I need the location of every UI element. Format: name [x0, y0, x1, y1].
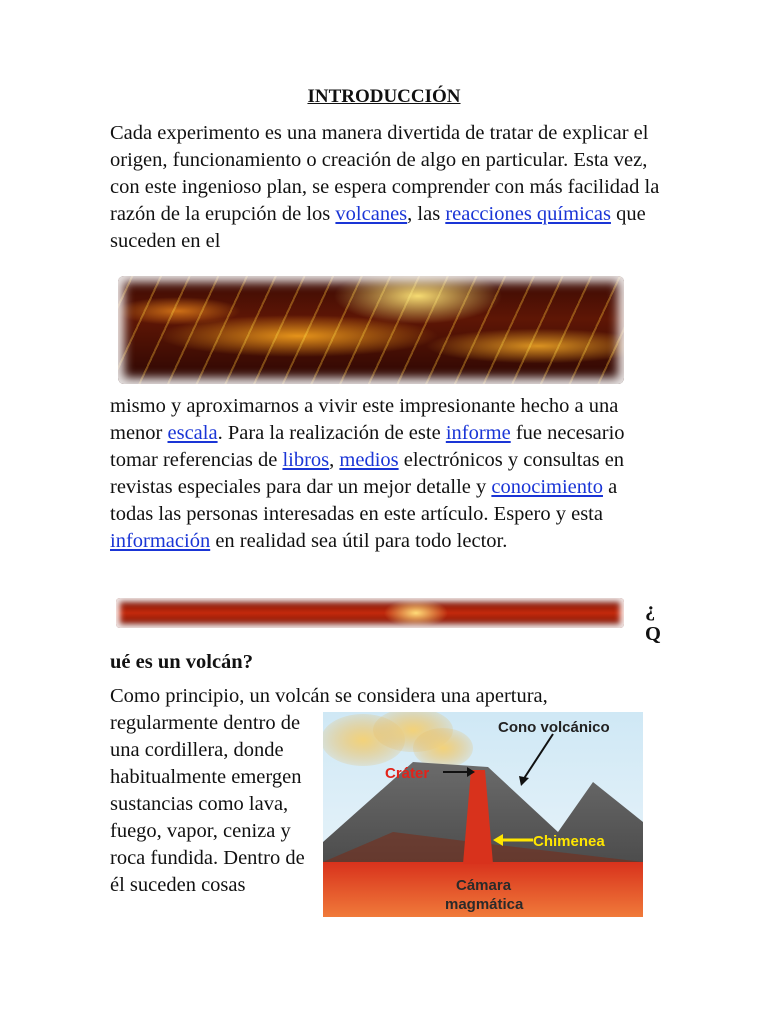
- link-informacion[interactable]: información: [110, 530, 211, 552]
- crater-label: Cráter: [385, 765, 430, 782]
- text-span: . Para la realización de este: [217, 422, 446, 444]
- text-span: mismo y aproximarnos a vivir este impresionante hecho a una menor: [110, 395, 619, 444]
- link-volcanes[interactable]: volcanes: [335, 203, 408, 225]
- text-span: a todas las personas interesadas en este artículo. Espero y esta: [110, 476, 618, 525]
- text-span: que suceden en el: [110, 203, 646, 252]
- link-escala[interactable]: escala: [167, 422, 218, 444]
- text-span: electrónicos y consultas en revistas especiales para dar un mejor detalle y: [110, 449, 625, 498]
- intro-paragraph: [110, 120, 660, 255]
- link-medios[interactable]: medios: [339, 449, 399, 471]
- link-conocimiento[interactable]: conocimiento: [491, 476, 603, 498]
- volcano-paragraph-lead: Como principio, un volcán se considera una apertura,: [110, 685, 548, 707]
- section-heading: ué es un volcán?: [110, 651, 253, 673]
- text-span: Cada experimento es una manera divertida de tratar de explicar el origen, funcionamiento o creación de algo en particular. Esta vez, con este ingenioso plan, se espera comprender con más facilidad la razón de la erupción de los: [110, 122, 660, 225]
- section-heading-start: ¿ Q: [645, 599, 661, 645]
- intro-paragraph-continued: [110, 393, 660, 555]
- page-title: INTRODUCCIÓN: [307, 86, 461, 107]
- text-span: ,: [329, 449, 340, 471]
- text-span: en realidad sea útil para todo lector.: [210, 530, 508, 552]
- chamber-label: Cámara: [456, 877, 512, 894]
- cone-label: Cono volcánico: [498, 719, 610, 736]
- link-reacciones-quimicas[interactable]: reacciones químicas: [445, 203, 611, 225]
- chimney-label: Chimenea: [533, 833, 605, 850]
- link-libros[interactable]: libros: [282, 449, 330, 471]
- link-informe[interactable]: informe: [445, 422, 511, 444]
- chamber-label-line-2: magmática: [445, 896, 524, 913]
- lava-strip-image: [116, 598, 624, 628]
- volcano-diagram: [323, 712, 643, 917]
- volcano-paragraph-body: regularmente dentro de una cordillera, donde habitualmente emergen sustancias como lava, fuego, vapor, ceniza y roca fundida. Dentro de él suceden cosas: [110, 712, 305, 896]
- eruption-cloud: [413, 728, 473, 768]
- lava-flow-image: [118, 276, 624, 384]
- text-span: fue necesario tomar referencias de: [110, 422, 625, 471]
- text-span: , las: [407, 203, 446, 225]
